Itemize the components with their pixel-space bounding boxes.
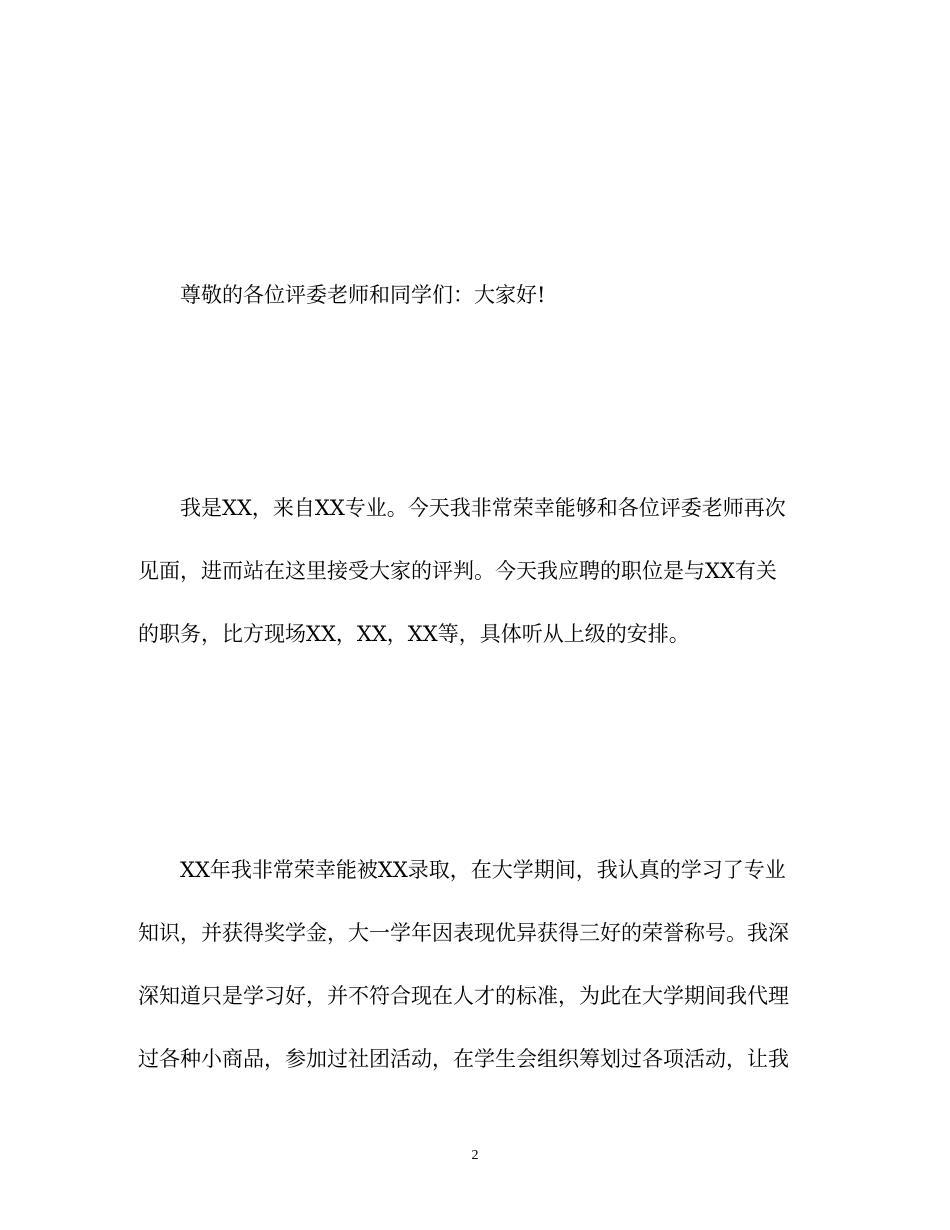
paragraph-line: 的职务，比方现场XX，XX，XX等，具体听从上级的安排。 — [138, 622, 690, 646]
paragraph-line: 深知道只是学习好，并不符合现在人才的标准，为此在大学期间我代理 — [138, 984, 789, 1008]
paragraph-line: 见面，进而站在这里接受大家的评判。今天我应聘的职位是与XX有关 — [138, 559, 777, 583]
page-number: 2 — [471, 1148, 479, 1163]
paragraph-university-experience — [138, 839, 818, 1091]
paragraph-introduction — [138, 477, 818, 666]
paragraph-greeting — [138, 264, 818, 327]
paragraph-line: 过各种小商品，参加过社团活动，在学生会组织筹划过各项活动，让我 — [138, 1047, 789, 1071]
paragraph-line: 知识，并获得奖学金，大一学年因表现优异获得三好的荣誉称号。我深 — [138, 921, 789, 945]
paragraph-line: XX年我非常荣幸能被XX录取，在大学期间，我认真的学习了专业 — [180, 858, 786, 882]
paragraph-line: 我是XX，来自XX专业。今天我非常荣幸能够和各位评委老师再次 — [180, 496, 786, 520]
paragraph-line: 尊敬的各位评委老师和同学们：大家好! — [180, 283, 546, 307]
